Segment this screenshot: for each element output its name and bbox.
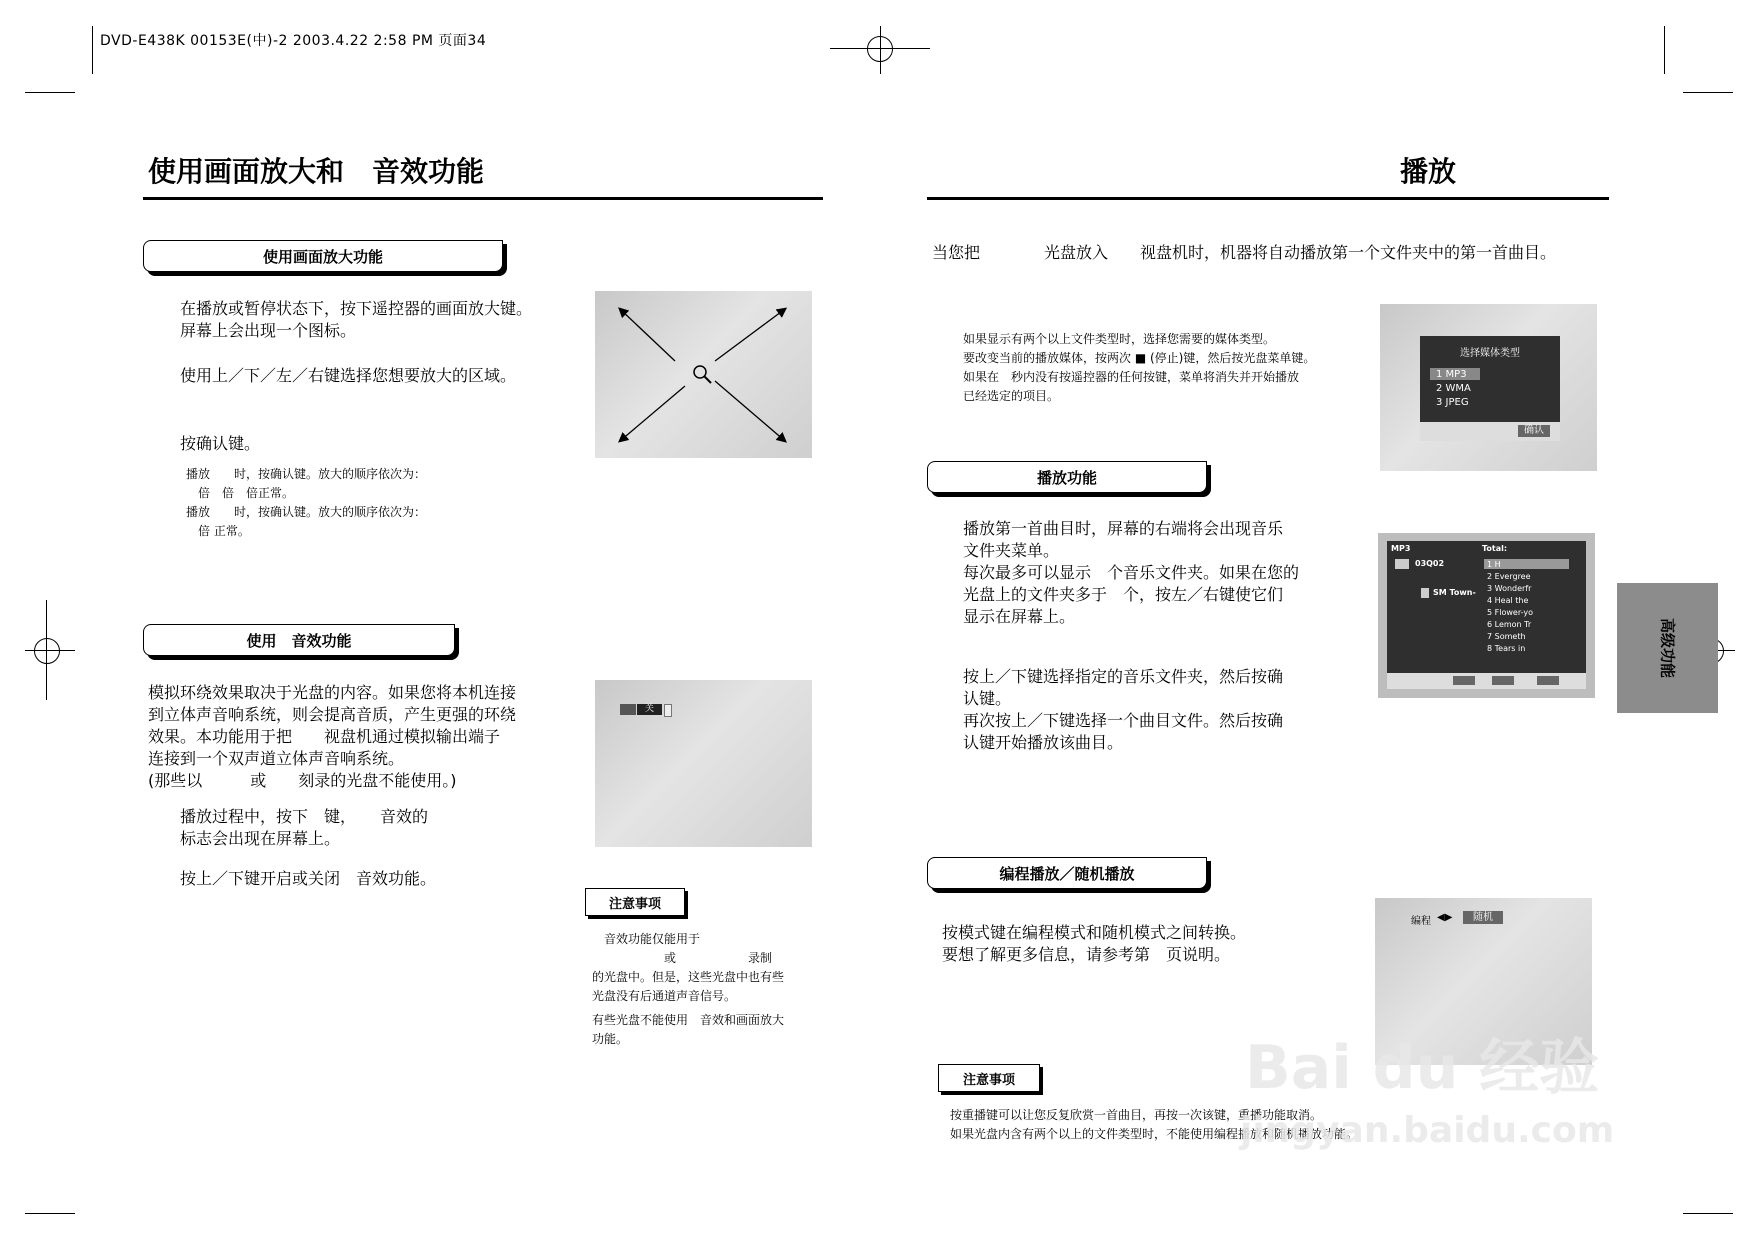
baidu-watermark-logo: Bai du 经验 xyxy=(1245,1033,1600,1103)
track-item[interactable]: 7 Someth xyxy=(1487,632,1526,641)
right-page-title: 播放 xyxy=(1400,155,1457,188)
sound-screenshot xyxy=(595,680,812,847)
sound-intro: 模拟环绕效果取决于光盘的内容。如果您将本机连接 到立体声音响系统，则会提高音质，产生更强的环绕 效果。本功能用于把 视盘机通过模拟输出端子 连接到一个双声道立体声音响系统。 (那些以 或 刻录的光盘不能使用。) xyxy=(148,683,517,790)
media-note: 如果显示有两个以上文件类型时，选择您需要的媒体类型。 要改变当前的播放媒体，按两次 ■ (停止)键，然后按光盘菜单键。 如果在 秒内没有按遥控器的任何按键，菜单将消失并开始播放 已经选定的项目。 xyxy=(963,332,1316,403)
track-item[interactable]: 4 Heal the xyxy=(1487,596,1529,605)
side-tab-label: 高级功能 xyxy=(1658,617,1676,679)
crop-mark xyxy=(1683,1213,1733,1214)
left-note-heading: 注意事项 xyxy=(585,888,685,916)
mp3-menu xyxy=(1387,541,1586,689)
side-tab xyxy=(1617,583,1718,713)
media-dialog-title: 选择媒体类型 xyxy=(1460,348,1520,359)
play-step-2: 按上／下键选择指定的音乐文件夹，然后按确 认键。 再次按上／下键选择一个曲目文件。然后按确 认键开始播放该曲目。 xyxy=(963,667,1284,752)
music-folder-icon xyxy=(1421,588,1429,598)
track-item[interactable]: 1 H xyxy=(1487,560,1501,569)
media-dialog xyxy=(1420,336,1560,441)
crop-mark xyxy=(92,26,93,74)
left-note-2: 有些光盘不能使用 音效和画面放大 功能。 xyxy=(592,1013,785,1046)
confirm-button[interactable]: 确认 xyxy=(1518,425,1550,437)
zoom-screenshot xyxy=(595,291,812,458)
registration-mark xyxy=(34,638,60,664)
crop-mark xyxy=(25,1213,75,1214)
footer-button[interactable] xyxy=(1492,676,1514,685)
track-item[interactable]: 3 Wonderfr xyxy=(1487,584,1532,593)
crop-mark xyxy=(1664,26,1665,74)
track-list xyxy=(1487,559,1533,655)
right-intro: 当您把 光盘放入 视盘机时，机器将自动播放第一个文件夹中的第一首曲目。 xyxy=(932,243,1557,262)
left-note-1: 音效功能仅能用于 或 录制 的光盘中。但是，这些光盘中也有些 光盘没有后通道声音信号。 xyxy=(592,932,785,1003)
title-rule xyxy=(927,197,1609,200)
mp3-folder[interactable]: 03Q02 xyxy=(1415,559,1445,568)
footer-button[interactable] xyxy=(1537,676,1559,685)
right-note-text: 按重播键可以让您反复欣赏一首曲目，再按一次该键，重播功能取消。 如果光盘内含有两个以上的文件类型时，不能使用编程播放和随机播放功能。 xyxy=(950,1108,1359,1141)
track-item[interactable]: 5 Flower-yo xyxy=(1487,608,1533,617)
zoom-arrows-icon xyxy=(595,291,812,458)
baidu-watermark-url: jingyan.baidu.com xyxy=(1240,1110,1615,1151)
sound-icon xyxy=(620,704,636,715)
media-item-wma[interactable]: 2 WMA xyxy=(1436,383,1471,394)
program-osd-right: 随机 xyxy=(1463,911,1503,924)
sound-step-1: 播放过程中，按下 键， 音效的 标志会出现在屏幕上。 xyxy=(180,807,429,848)
left-page-title: 使用画面放大和 音效功能 xyxy=(148,155,485,188)
sound-section-heading: 使用 音效功能 xyxy=(143,624,455,656)
play-section-heading: 播放功能 xyxy=(927,461,1207,493)
zoom-step-3: 按确认键。 xyxy=(180,434,261,453)
media-item-mp3[interactable]: 1 MP3 xyxy=(1436,369,1467,380)
print-header: DVD-E438K 00153E(中)-2 2003.4.22 2:58 PM 页面34 xyxy=(100,33,487,49)
crop-mark xyxy=(25,92,75,93)
program-osd-left: 编程 xyxy=(1411,916,1431,927)
zoom-note-2: 播放 时，按确认键。放大的顺序依次为： 倍 正常。 xyxy=(186,505,427,538)
media-item-jpeg[interactable]: 3 JPEG xyxy=(1436,397,1469,408)
mp3-subfolder[interactable]: SM Town- xyxy=(1433,588,1476,597)
arrow-icon xyxy=(664,704,672,717)
track-item[interactable]: 6 Lemon Tr xyxy=(1487,620,1532,629)
mp3-screenshot xyxy=(1378,533,1595,698)
mp3-type-label: MP3 xyxy=(1391,544,1411,553)
play-step-1: 播放第一首曲目时，屏幕的右端将会出现音乐 文件夹菜单。 每次最多可以显示 个音乐文件夹。如果在您的 光盘上的文件夹多于 个，按左／右键使它们 显示在屏幕上。 xyxy=(963,519,1300,626)
track-item[interactable]: 2 Evergree xyxy=(1487,572,1531,581)
program-step-1: 按模式键在编程模式和随机模式之间转换。 要想了解更多信息，请参考第 页说明。 xyxy=(942,923,1247,964)
mp3-total-label: Total: xyxy=(1482,544,1508,553)
zoom-step-2: 使用上／下／左／右键选择您想要放大的区域。 xyxy=(180,366,517,385)
title-rule xyxy=(143,197,823,200)
sound-step-2: 按上／下键开启或关闭 音效功能。 xyxy=(180,869,437,888)
zoom-step-1: 在播放或暂停状态下，按下遥控器的画面放大键。 屏幕上会出现一个图标。 xyxy=(180,299,533,340)
zoom-note-1: 播放 时，按确认键。放大的顺序依次为： 倍 倍 倍正常。 xyxy=(186,467,427,500)
registration-mark xyxy=(867,36,893,62)
crop-mark xyxy=(1683,92,1733,93)
footer-button[interactable] xyxy=(1453,676,1475,685)
program-section-heading: 编程播放／随机播放 xyxy=(927,857,1207,889)
track-item[interactable]: 8 Tears in xyxy=(1487,644,1526,653)
zoom-section-heading: 使用画面放大功能 xyxy=(143,240,503,272)
right-note-heading: 注意事项 xyxy=(938,1064,1040,1092)
media-screenshot xyxy=(1380,304,1597,471)
folder-icon xyxy=(1395,559,1409,569)
sound-osd-value: 关 xyxy=(637,704,662,715)
left-right-arrows-icon: ◀▶ xyxy=(1437,912,1453,923)
